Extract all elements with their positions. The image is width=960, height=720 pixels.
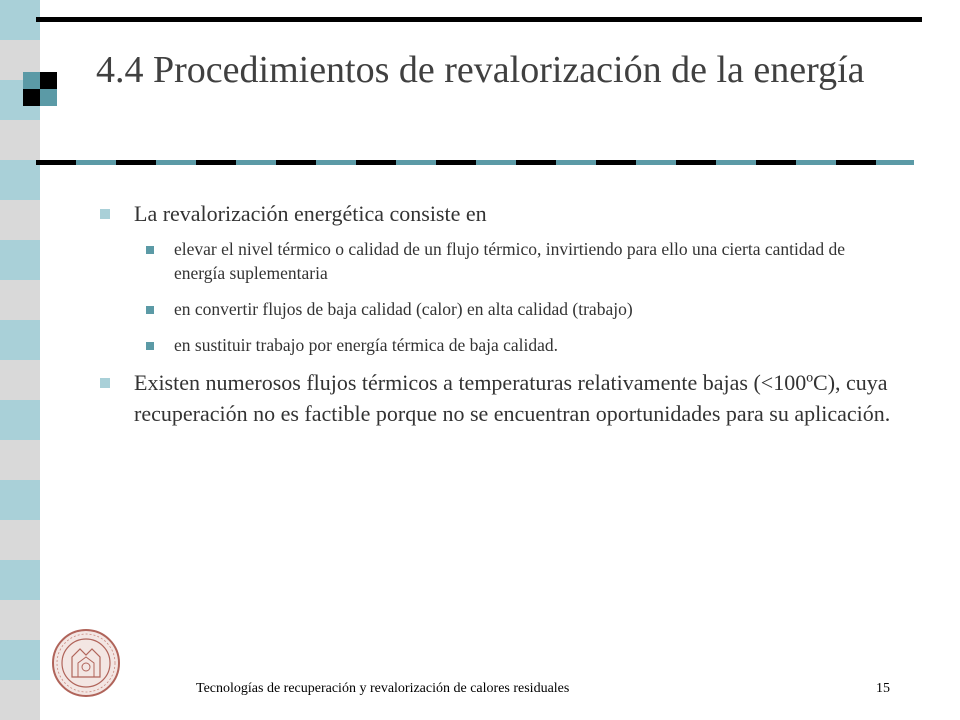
strip-cell: [0, 160, 40, 200]
checker-squares-icon: [23, 72, 57, 106]
square-bullet-icon: [100, 209, 110, 219]
bullet-level1: [100, 198, 900, 229]
strip-cell: [0, 240, 40, 280]
university-seal-icon: [42, 627, 130, 699]
title-rule: [36, 160, 914, 165]
rule-segment: [276, 160, 316, 165]
rule-segment: [36, 160, 76, 165]
bullet-text: en sustituir trabajo por energía térmica de baja calidad.: [174, 335, 559, 355]
bullet-level2: [100, 333, 900, 357]
bullet-text: en convertir flujos de baja calidad (calor) en alta calidad (trabajo): [174, 299, 633, 319]
square-bullet-icon: [146, 306, 154, 314]
rule-segment: [436, 160, 476, 165]
rule-segment: [196, 160, 236, 165]
strip-cell: [0, 480, 40, 520]
bullet-text: elevar el nivel térmico o calidad de un flujo térmico, invirtiendo para ello una cierta cantidad de energía suplementaria: [174, 239, 846, 283]
top-rule: [36, 17, 922, 22]
square-bullet-icon: [100, 378, 110, 388]
footer-text: Tecnologías de recuperación y revalorización de calores residuales: [196, 681, 570, 696]
rule-segment: [516, 160, 556, 165]
rule-segment: [676, 160, 716, 165]
rule-segment: [356, 160, 396, 165]
strip-cell: [0, 640, 40, 680]
square-bullet-icon: [146, 342, 154, 350]
page-number: 15: [876, 681, 890, 696]
bullet-level1: [100, 367, 900, 429]
rule-segment: [756, 160, 796, 165]
bullet-text: Existen numerosos flujos térmicos a temperaturas relativamente bajas (<100ºC), cuya recuperación no es factible porque no se encuentran oportunidades para su aplicación.: [134, 370, 891, 426]
slide-title: 4.4 Procedimientos de revalorización de la energía: [96, 49, 865, 91]
strip-cell: [0, 320, 40, 360]
bullet-level2: [100, 297, 900, 321]
rule-segment: [116, 160, 156, 165]
rule-segment: [596, 160, 636, 165]
bullet-level2: [100, 237, 900, 285]
strip-cell: [0, 560, 40, 600]
strip-cell: [0, 400, 40, 440]
strip-cell: [0, 0, 40, 40]
rule-segment: [836, 160, 876, 165]
bullet-text: La revalorización energética consiste en: [134, 201, 487, 226]
square-bullet-icon: [146, 246, 154, 254]
slide-content: [100, 198, 900, 429]
left-decorative-strip: [0, 0, 40, 720]
